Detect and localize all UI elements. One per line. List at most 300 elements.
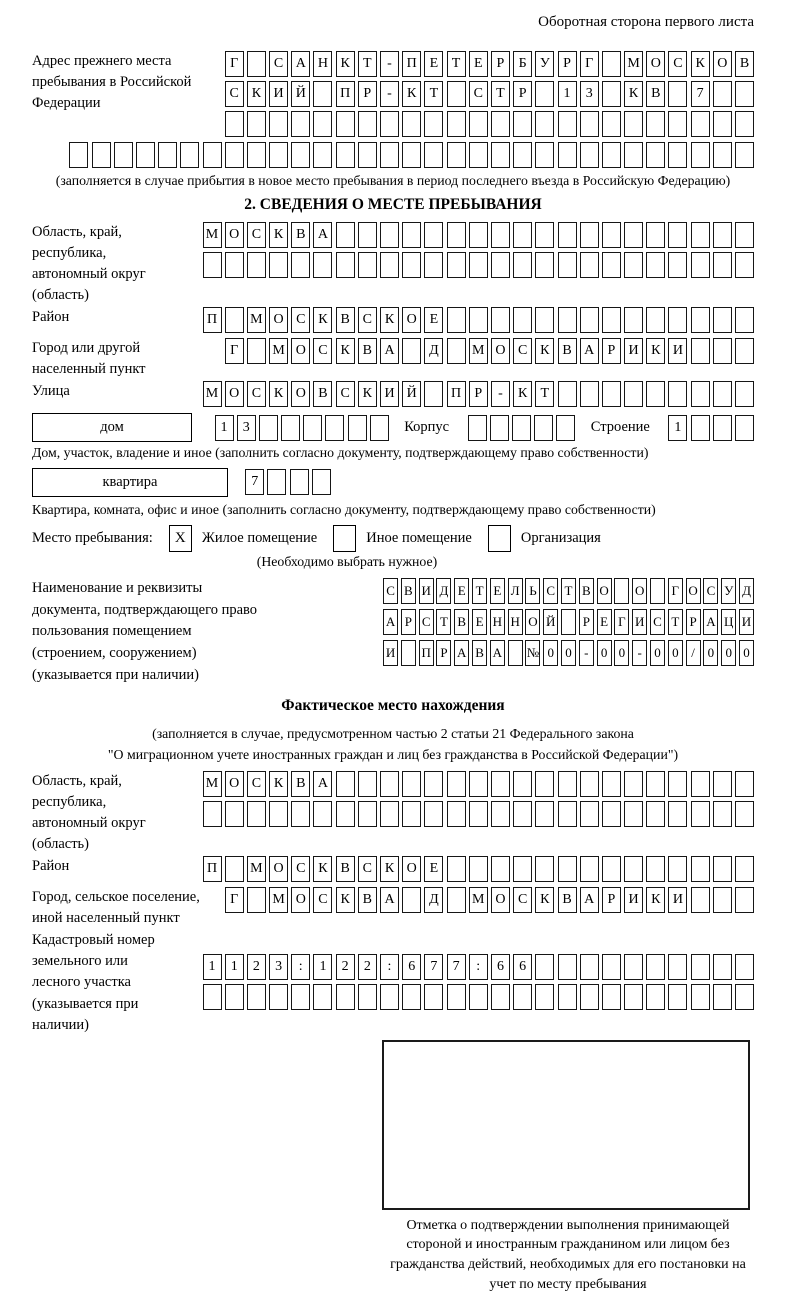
form-cell[interactable] xyxy=(691,338,710,364)
form-cell[interactable] xyxy=(624,984,643,1010)
form-cell[interactable] xyxy=(713,771,732,797)
form-cell[interactable] xyxy=(614,578,629,604)
form-cell[interactable]: М xyxy=(203,771,222,797)
form-cell[interactable] xyxy=(646,984,665,1010)
form-cell[interactable] xyxy=(558,142,577,168)
form-cell[interactable] xyxy=(313,801,332,827)
form-cell[interactable] xyxy=(535,81,554,107)
form-cell[interactable] xyxy=(447,887,466,913)
form-cell[interactable]: - xyxy=(380,51,399,77)
form-cell[interactable]: С xyxy=(313,338,332,364)
form-cell[interactable] xyxy=(247,111,266,137)
form-cell[interactable] xyxy=(580,954,599,980)
form-cell[interactable] xyxy=(447,984,466,1010)
form-cell[interactable]: К xyxy=(269,381,288,407)
form-cell[interactable]: С xyxy=(419,609,434,635)
cell-row[interactable] xyxy=(222,887,755,913)
form-cell[interactable] xyxy=(602,856,621,882)
form-cell[interactable] xyxy=(646,307,665,333)
form-cell[interactable] xyxy=(535,856,554,882)
form-cell[interactable]: 0 xyxy=(543,640,558,666)
form-cell[interactable] xyxy=(668,381,687,407)
form-cell[interactable]: И xyxy=(624,887,643,913)
form-cell[interactable]: В xyxy=(558,887,577,913)
form-cell[interactable] xyxy=(491,307,510,333)
form-cell[interactable]: Е xyxy=(424,856,443,882)
form-cell[interactable] xyxy=(535,142,554,168)
form-cell[interactable] xyxy=(580,801,599,827)
form-cell[interactable] xyxy=(513,222,532,248)
form-cell[interactable]: П xyxy=(402,51,421,77)
form-cell[interactable] xyxy=(402,338,421,364)
form-cell[interactable] xyxy=(491,111,510,137)
form-cell[interactable]: П xyxy=(336,81,355,107)
form-cell[interactable]: О xyxy=(491,338,510,364)
form-cell[interactable] xyxy=(558,381,577,407)
form-cell[interactable]: М xyxy=(269,338,288,364)
form-cell[interactable] xyxy=(668,111,687,137)
form-cell[interactable] xyxy=(402,222,421,248)
form-cell[interactable] xyxy=(348,415,367,441)
form-cell[interactable] xyxy=(336,984,355,1010)
form-cell[interactable] xyxy=(646,954,665,980)
form-cell[interactable] xyxy=(402,984,421,1010)
form-cell[interactable] xyxy=(602,771,621,797)
form-cell[interactable]: 0 xyxy=(721,640,736,666)
form-cell[interactable]: К xyxy=(380,307,399,333)
form-cell[interactable] xyxy=(650,578,665,604)
form-cell[interactable] xyxy=(691,381,710,407)
form-cell[interactable] xyxy=(447,771,466,797)
form-cell[interactable] xyxy=(269,252,288,278)
form-cell[interactable] xyxy=(325,415,344,441)
form-cell[interactable] xyxy=(513,771,532,797)
form-cell[interactable]: С xyxy=(469,81,488,107)
form-cell[interactable] xyxy=(735,307,754,333)
form-cell[interactable] xyxy=(534,415,553,441)
form-cell[interactable]: 1 xyxy=(313,954,332,980)
form-cell[interactable] xyxy=(561,609,576,635)
cell-row[interactable] xyxy=(222,111,755,137)
form-cell[interactable]: О xyxy=(525,609,540,635)
form-cell[interactable] xyxy=(447,307,466,333)
form-cell[interactable]: В xyxy=(646,81,665,107)
form-cell[interactable]: В xyxy=(454,609,469,635)
form-cell[interactable] xyxy=(358,111,377,137)
form-cell[interactable] xyxy=(602,307,621,333)
form-cell[interactable]: Р xyxy=(558,51,577,77)
form-cell[interactable]: И xyxy=(632,609,647,635)
form-cell[interactable]: 0 xyxy=(739,640,754,666)
form-cell[interactable] xyxy=(535,984,554,1010)
form-cell[interactable]: М xyxy=(203,381,222,407)
form-cell[interactable]: А xyxy=(380,338,399,364)
form-cell[interactable] xyxy=(447,801,466,827)
form-cell[interactable]: № xyxy=(525,640,540,666)
form-cell[interactable]: О xyxy=(646,51,665,77)
form-cell[interactable] xyxy=(602,954,621,980)
form-cell[interactable]: В xyxy=(291,771,310,797)
form-cell[interactable]: Т xyxy=(561,578,576,604)
form-cell[interactable] xyxy=(713,252,732,278)
form-cell[interactable]: Е xyxy=(597,609,612,635)
form-cell[interactable]: 0 xyxy=(597,640,612,666)
form-cell[interactable] xyxy=(735,338,754,364)
form-cell[interactable] xyxy=(646,111,665,137)
form-cell[interactable]: В xyxy=(401,578,416,604)
form-cell[interactable]: / xyxy=(686,640,701,666)
form-cell[interactable] xyxy=(469,222,488,248)
stay-type-checkbox-residential[interactable]: X xyxy=(169,525,192,552)
form-cell[interactable] xyxy=(402,252,421,278)
form-cell[interactable] xyxy=(602,222,621,248)
form-cell[interactable] xyxy=(646,801,665,827)
form-cell[interactable] xyxy=(247,142,266,168)
form-cell[interactable] xyxy=(468,415,487,441)
form-cell[interactable] xyxy=(358,252,377,278)
form-cell[interactable] xyxy=(735,771,754,797)
form-cell[interactable]: М xyxy=(269,887,288,913)
form-cell[interactable]: С xyxy=(650,609,665,635)
form-cell[interactable]: К xyxy=(336,887,355,913)
form-cell[interactable]: Г xyxy=(225,338,244,364)
form-cell[interactable] xyxy=(535,252,554,278)
form-cell[interactable]: В xyxy=(358,338,377,364)
form-cell[interactable]: С xyxy=(313,887,332,913)
form-cell[interactable]: Е xyxy=(469,51,488,77)
form-cell[interactable]: Т xyxy=(447,51,466,77)
form-cell[interactable] xyxy=(691,954,710,980)
form-cell[interactable] xyxy=(602,142,621,168)
form-cell[interactable] xyxy=(380,984,399,1010)
form-cell[interactable] xyxy=(691,856,710,882)
form-cell[interactable] xyxy=(668,307,687,333)
form-cell[interactable]: Г xyxy=(580,51,599,77)
form-cell[interactable] xyxy=(668,954,687,980)
form-cell[interactable] xyxy=(424,222,443,248)
form-cell[interactable] xyxy=(225,856,244,882)
form-cell[interactable] xyxy=(735,81,754,107)
form-cell[interactable] xyxy=(713,984,732,1010)
form-cell[interactable]: Г xyxy=(225,51,244,77)
form-cell[interactable]: О xyxy=(269,856,288,882)
form-cell[interactable]: В xyxy=(472,640,487,666)
form-cell[interactable] xyxy=(203,142,222,168)
form-cell[interactable]: А xyxy=(313,222,332,248)
form-cell[interactable] xyxy=(735,954,754,980)
form-cell[interactable]: С xyxy=(291,307,310,333)
form-cell[interactable] xyxy=(424,111,443,137)
form-cell[interactable] xyxy=(580,771,599,797)
form-cell[interactable] xyxy=(624,771,643,797)
form-cell[interactable]: : xyxy=(291,954,310,980)
form-cell[interactable] xyxy=(291,252,310,278)
form-cell[interactable]: - xyxy=(579,640,594,666)
form-cell[interactable] xyxy=(624,954,643,980)
form-cell[interactable] xyxy=(713,381,732,407)
form-cell[interactable] xyxy=(358,801,377,827)
form-cell[interactable] xyxy=(513,801,532,827)
form-cell[interactable]: О xyxy=(269,307,288,333)
form-cell[interactable] xyxy=(535,111,554,137)
form-cell[interactable] xyxy=(92,142,111,168)
form-cell[interactable]: С xyxy=(383,578,398,604)
form-cell[interactable] xyxy=(447,142,466,168)
form-cell[interactable] xyxy=(247,984,266,1010)
form-cell[interactable] xyxy=(203,252,222,278)
form-cell[interactable]: 1 xyxy=(668,415,687,441)
cell-row[interactable] xyxy=(380,640,754,666)
form-cell[interactable] xyxy=(558,771,577,797)
form-cell[interactable]: Н xyxy=(490,609,505,635)
form-cell[interactable] xyxy=(225,142,244,168)
form-cell[interactable] xyxy=(358,984,377,1010)
form-cell[interactable]: В xyxy=(291,222,310,248)
dom-box[interactable]: дом xyxy=(32,413,192,442)
form-cell[interactable]: С xyxy=(247,222,266,248)
form-cell[interactable]: И xyxy=(739,609,754,635)
form-cell[interactable] xyxy=(713,307,732,333)
form-cell[interactable]: В xyxy=(313,381,332,407)
form-cell[interactable] xyxy=(735,381,754,407)
form-cell[interactable] xyxy=(336,111,355,137)
form-cell[interactable]: К xyxy=(535,887,554,913)
form-cell[interactable] xyxy=(713,954,732,980)
cell-row[interactable] xyxy=(380,578,754,604)
form-cell[interactable] xyxy=(668,771,687,797)
form-cell[interactable]: Н xyxy=(313,51,332,77)
form-cell[interactable]: О xyxy=(402,307,421,333)
form-cell[interactable]: К xyxy=(247,81,266,107)
form-cell[interactable] xyxy=(602,252,621,278)
form-cell[interactable]: 0 xyxy=(668,640,683,666)
form-cell[interactable]: М xyxy=(469,338,488,364)
form-cell[interactable]: Р xyxy=(436,640,451,666)
form-cell[interactable]: Е xyxy=(424,307,443,333)
form-cell[interactable] xyxy=(558,801,577,827)
form-cell[interactable]: Л xyxy=(508,578,523,604)
form-cell[interactable] xyxy=(312,469,331,495)
form-cell[interactable]: Р xyxy=(491,51,510,77)
form-cell[interactable]: - xyxy=(491,381,510,407)
form-cell[interactable] xyxy=(447,856,466,882)
form-cell[interactable]: В xyxy=(336,856,355,882)
cell-row[interactable] xyxy=(222,51,755,77)
form-cell[interactable] xyxy=(668,252,687,278)
form-cell[interactable] xyxy=(646,771,665,797)
form-cell[interactable] xyxy=(313,252,332,278)
form-cell[interactable]: С xyxy=(225,81,244,107)
form-cell[interactable] xyxy=(691,801,710,827)
form-cell[interactable] xyxy=(713,142,732,168)
form-cell[interactable] xyxy=(447,338,466,364)
form-cell[interactable] xyxy=(558,252,577,278)
form-cell[interactable]: О xyxy=(225,771,244,797)
form-cell[interactable]: К xyxy=(269,771,288,797)
form-cell[interactable] xyxy=(469,111,488,137)
form-cell[interactable] xyxy=(303,415,322,441)
form-cell[interactable]: К xyxy=(313,307,332,333)
form-cell[interactable] xyxy=(580,111,599,137)
form-cell[interactable]: Т xyxy=(491,81,510,107)
form-cell[interactable] xyxy=(491,984,510,1010)
form-cell[interactable]: Н xyxy=(508,609,523,635)
form-cell[interactable] xyxy=(313,111,332,137)
form-cell[interactable]: - xyxy=(380,81,399,107)
form-cell[interactable]: К xyxy=(402,81,421,107)
form-cell[interactable] xyxy=(491,142,510,168)
form-cell[interactable] xyxy=(269,984,288,1010)
form-cell[interactable]: Т xyxy=(472,578,487,604)
form-cell[interactable] xyxy=(380,111,399,137)
form-cell[interactable]: 2 xyxy=(336,954,355,980)
form-cell[interactable] xyxy=(668,222,687,248)
form-cell[interactable] xyxy=(358,142,377,168)
form-cell[interactable]: М xyxy=(203,222,222,248)
form-cell[interactable] xyxy=(602,984,621,1010)
form-cell[interactable] xyxy=(513,142,532,168)
form-cell[interactable] xyxy=(469,801,488,827)
form-cell[interactable]: : xyxy=(469,954,488,980)
form-cell[interactable]: 7 xyxy=(691,81,710,107)
form-cell[interactable]: Р xyxy=(513,81,532,107)
form-cell[interactable] xyxy=(691,887,710,913)
form-cell[interactable]: А xyxy=(580,338,599,364)
cell-row[interactable] xyxy=(199,222,754,248)
form-cell[interactable] xyxy=(447,222,466,248)
form-cell[interactable] xyxy=(735,142,754,168)
form-cell[interactable] xyxy=(424,984,443,1010)
form-cell[interactable] xyxy=(469,984,488,1010)
cell-row[interactable] xyxy=(199,252,754,278)
form-cell[interactable] xyxy=(380,252,399,278)
form-cell[interactable]: Р xyxy=(602,887,621,913)
form-cell[interactable] xyxy=(735,415,754,441)
form-cell[interactable] xyxy=(691,415,710,441)
form-cell[interactable] xyxy=(290,469,309,495)
form-cell[interactable]: Р xyxy=(686,609,701,635)
form-cell[interactable]: Д xyxy=(739,578,754,604)
form-cell[interactable]: И xyxy=(668,338,687,364)
form-cell[interactable] xyxy=(203,801,222,827)
form-cell[interactable] xyxy=(136,142,155,168)
form-cell[interactable]: И xyxy=(380,381,399,407)
form-cell[interactable]: О xyxy=(225,222,244,248)
form-cell[interactable] xyxy=(602,801,621,827)
form-cell[interactable]: Р xyxy=(602,338,621,364)
form-cell[interactable]: 0 xyxy=(614,640,629,666)
form-cell[interactable] xyxy=(735,111,754,137)
form-cell[interactable]: С xyxy=(703,578,718,604)
form-cell[interactable]: - xyxy=(632,640,647,666)
form-cell[interactable] xyxy=(69,142,88,168)
form-cell[interactable] xyxy=(691,222,710,248)
form-cell[interactable] xyxy=(469,307,488,333)
form-cell[interactable] xyxy=(535,222,554,248)
form-cell[interactable] xyxy=(624,801,643,827)
form-cell[interactable] xyxy=(225,307,244,333)
form-cell[interactable]: К xyxy=(269,222,288,248)
form-cell[interactable] xyxy=(691,252,710,278)
form-cell[interactable] xyxy=(336,771,355,797)
form-cell[interactable]: И xyxy=(383,640,398,666)
form-cell[interactable] xyxy=(247,51,266,77)
form-cell[interactable]: 1 xyxy=(203,954,222,980)
form-cell[interactable]: Д xyxy=(424,338,443,364)
form-cell[interactable] xyxy=(358,771,377,797)
form-cell[interactable] xyxy=(180,142,199,168)
cell-row[interactable] xyxy=(199,801,754,827)
form-cell[interactable] xyxy=(424,381,443,407)
form-cell[interactable] xyxy=(247,252,266,278)
form-cell[interactable]: С xyxy=(358,856,377,882)
form-cell[interactable]: Е xyxy=(490,578,505,604)
form-cell[interactable]: 6 xyxy=(491,954,510,980)
form-cell[interactable]: 0 xyxy=(650,640,665,666)
form-cell[interactable] xyxy=(580,856,599,882)
form-cell[interactable] xyxy=(259,415,278,441)
form-cell[interactable] xyxy=(336,142,355,168)
form-cell[interactable]: П xyxy=(447,381,466,407)
form-cell[interactable]: А xyxy=(380,887,399,913)
form-cell[interactable] xyxy=(713,887,732,913)
prev-address-full-row[interactable] xyxy=(32,142,754,168)
form-cell[interactable] xyxy=(380,222,399,248)
form-cell[interactable]: Г xyxy=(225,887,244,913)
form-cell[interactable] xyxy=(580,222,599,248)
form-cell[interactable]: В xyxy=(336,307,355,333)
form-cell[interactable]: 0 xyxy=(561,640,576,666)
form-cell[interactable]: С xyxy=(513,887,532,913)
cell-row[interactable] xyxy=(665,415,754,441)
form-cell[interactable]: Т xyxy=(424,81,443,107)
form-cell[interactable] xyxy=(291,111,310,137)
form-cell[interactable] xyxy=(114,142,133,168)
form-cell[interactable] xyxy=(203,984,222,1010)
form-cell[interactable]: Е xyxy=(424,51,443,77)
form-cell[interactable] xyxy=(336,222,355,248)
form-cell[interactable] xyxy=(508,640,523,666)
form-cell[interactable]: О xyxy=(686,578,701,604)
form-cell[interactable] xyxy=(624,307,643,333)
form-cell[interactable] xyxy=(624,381,643,407)
form-cell[interactable]: П xyxy=(419,640,434,666)
form-cell[interactable] xyxy=(447,111,466,137)
form-cell[interactable]: А xyxy=(490,640,505,666)
form-cell[interactable] xyxy=(668,856,687,882)
form-cell[interactable]: Ц xyxy=(721,609,736,635)
form-cell[interactable]: Р xyxy=(579,609,594,635)
form-cell[interactable]: В xyxy=(558,338,577,364)
form-cell[interactable] xyxy=(556,415,575,441)
form-cell[interactable] xyxy=(512,415,531,441)
form-cell[interactable] xyxy=(269,801,288,827)
cell-row[interactable] xyxy=(199,771,754,797)
cell-row[interactable] xyxy=(222,81,755,107)
form-cell[interactable]: Д xyxy=(436,578,451,604)
form-cell[interactable]: О xyxy=(402,856,421,882)
form-cell[interactable] xyxy=(624,111,643,137)
form-cell[interactable]: О xyxy=(291,338,310,364)
form-cell[interactable]: 7 xyxy=(447,954,466,980)
form-cell[interactable] xyxy=(580,984,599,1010)
form-cell[interactable]: С xyxy=(247,381,266,407)
form-cell[interactable] xyxy=(513,252,532,278)
form-cell[interactable]: К xyxy=(513,381,532,407)
form-cell[interactable]: Р xyxy=(358,81,377,107)
form-cell[interactable] xyxy=(491,801,510,827)
form-cell[interactable]: Е xyxy=(472,609,487,635)
